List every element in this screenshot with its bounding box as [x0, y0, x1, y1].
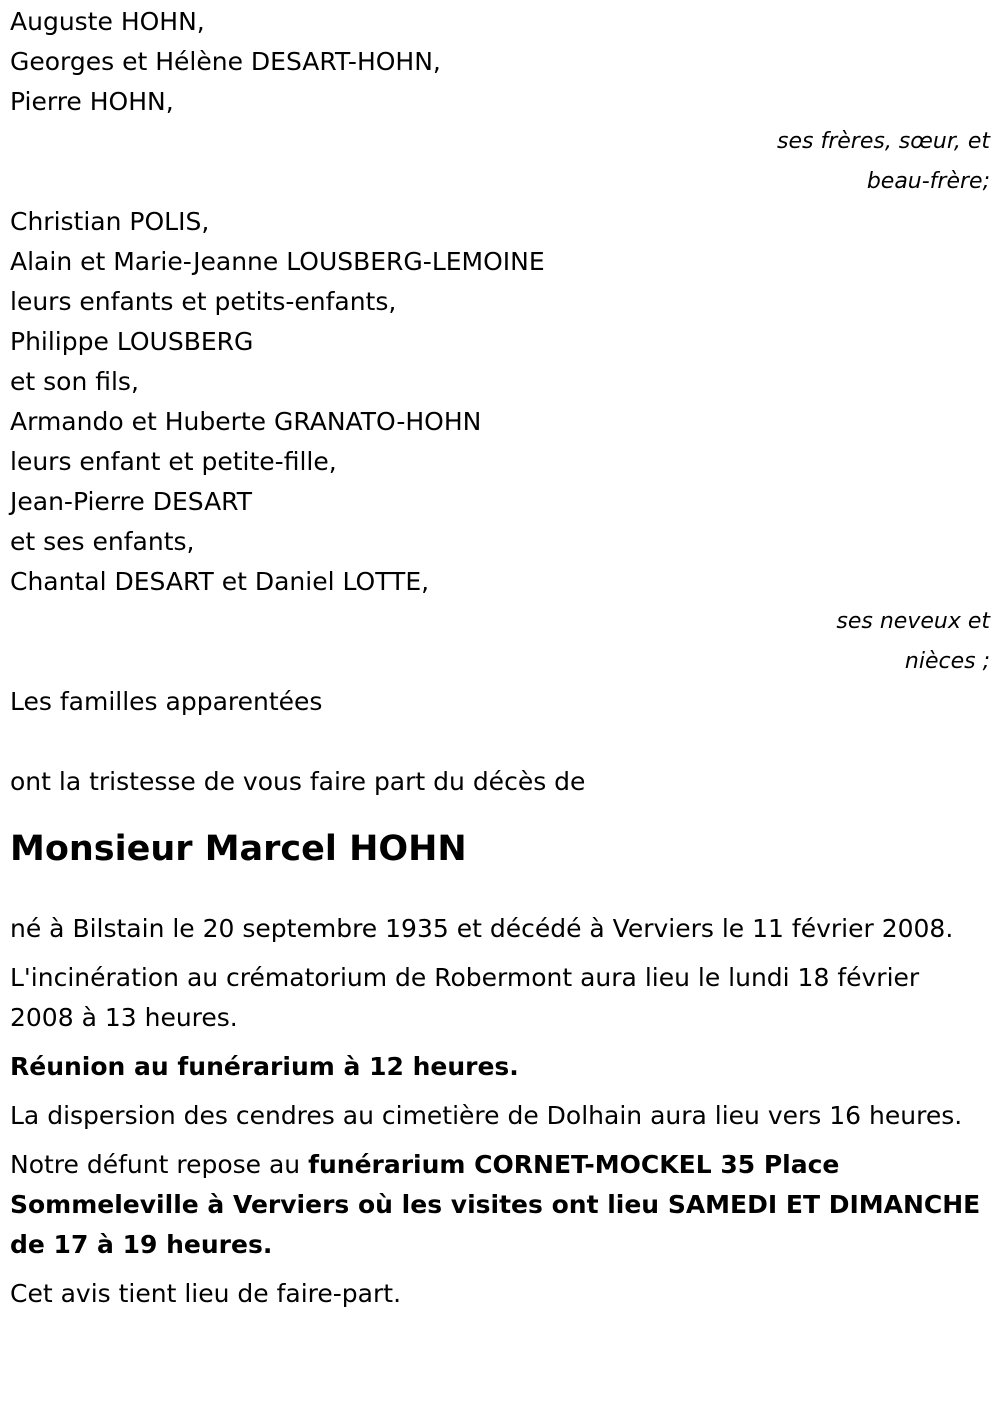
deceased-name: Monsieur Marcel HOHN	[10, 829, 467, 869]
dispersion-details: La dispersion des cendres au cimetière de Dolhain aura lieu vers 16 heures.	[10, 1101, 963, 1130]
family-name-line: et ses enfants,	[10, 527, 195, 556]
family-name-line: et son fils,	[10, 367, 139, 396]
relation-label: nièces ;	[904, 649, 990, 674]
spacer	[10, 722, 990, 762]
reunion-details: Réunion au funérarium à 12 heures.	[10, 1052, 519, 1081]
family-group-nephews	[10, 202, 990, 682]
closing-note: Cet avis tient lieu de faire-part.	[10, 1279, 402, 1308]
relation-label: beau-frère;	[866, 169, 990, 194]
repose-location: funérarium CORNET-MOCKEL 35 Place Sommeleville à Verviers où les visites ont lieu SAMEDI ET DIMANCHE de 17 à 19 heures.	[10, 1150, 981, 1259]
family-group-siblings	[10, 2, 990, 202]
family-name-line: Alain et Marie-Jeanne LOUSBERG-LEMOINE	[10, 247, 545, 276]
family-name-line: leurs enfant et petite-fille,	[10, 447, 337, 476]
family-name-line: Chantal DESART et Daniel LOTTE,	[10, 567, 430, 596]
relation-label: ses neveux et	[836, 609, 990, 634]
announcement-text: ont la tristesse de vous faire part du décès de	[10, 767, 586, 796]
relation-label: ses frères, sœur, et	[777, 129, 990, 154]
repose-prefix: Notre défunt repose au	[10, 1150, 309, 1179]
repose-details	[10, 1145, 990, 1265]
birth-death-details: né à Bilstain le 20 septembre 1935 et décédé à Verviers le 11 février 2008.	[10, 914, 954, 943]
family-name-line: Georges et Hélène DESART-HOHN,	[10, 47, 441, 76]
family-name-line: Armando et Huberte GRANATO-HOHN	[10, 407, 482, 436]
family-name-line: Auguste HOHN,	[10, 7, 205, 36]
family-name-line: Pierre HOHN,	[10, 87, 174, 116]
family-name-line: Christian POLIS,	[10, 207, 210, 236]
incineration-details: L'incinération au crématorium de Robermont aura lieu le lundi 18 février 2008 à 13 heures.	[10, 963, 920, 1032]
obituary-notice	[10, 2, 990, 1323]
family-name-line: leurs enfants et petits-enfants,	[10, 287, 397, 316]
family-name-line: Philippe LOUSBERG	[10, 327, 254, 356]
related-families: Les familles apparentées	[10, 687, 323, 716]
family-name-line: Jean-Pierre DESART	[10, 487, 252, 516]
